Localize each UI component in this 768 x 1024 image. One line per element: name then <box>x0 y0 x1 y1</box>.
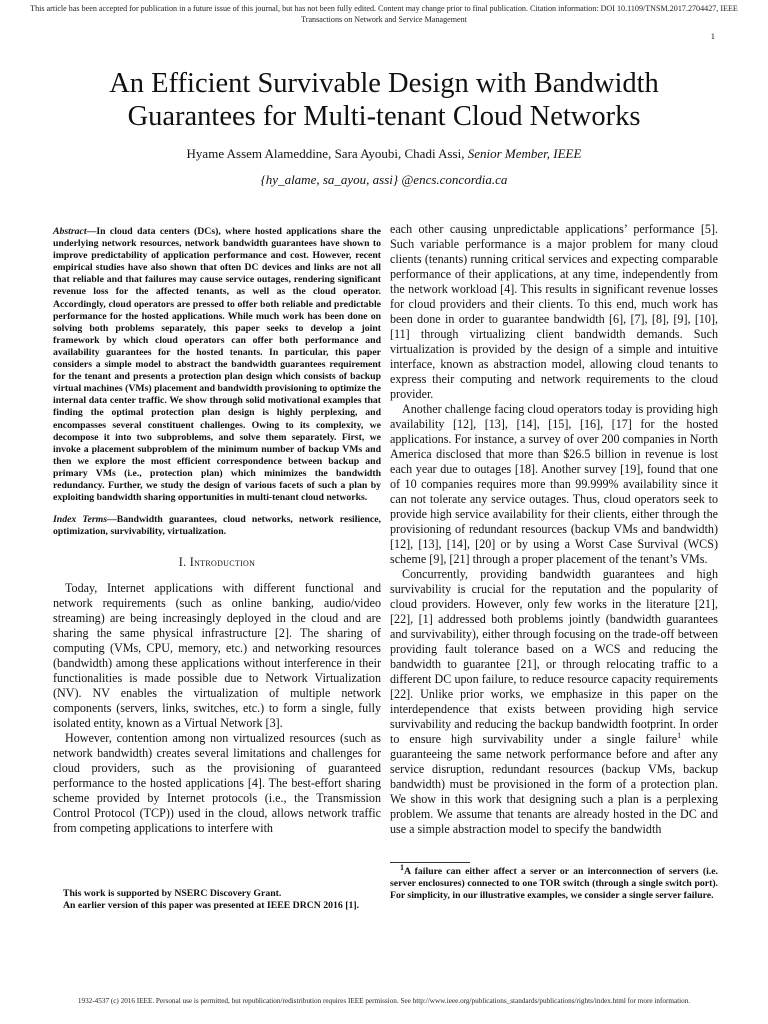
paragraph-5-part-2: while guaranteeing the same network performance before and after any service disruption, redundant resources (backup VMs, backup bandwidth) must be provisioned in the form of a protection plan. We show in this work that designing such a plan is a perplexing problem. We assume that tenants are already hosted in the DC and use a simple abstraction model to specify the bandwidth <box>390 732 718 836</box>
author-names: Hyame Assem Alameddine, Sara Ayoubi, Chadi Assi, <box>186 146 465 161</box>
intro-paragraph-3: each other causing unpredictable applications’ performance [5]. Such variable performance is a major problem for many cloud clients (tenants) running critical services and expecting comparable performance of their applications, at any time, independently from the network workload [4]. This results in significant revenue losses for cloud providers and their clients. To this end, much work has been done in order to guarantee bandwidth [6], [7], [8], [9], [10], [11] through virtualizing client bandwidth demands. Such virtualization is provided by the design of a simple and intuitive interface, known as abstraction model, allowing cloud tenants to express their computing and network requirements to the cloud provider. <box>390 222 718 401</box>
index-terms-text: —Bandwidth guarantees, cloud networks, network resilience, optimization, survivability, virtualization. <box>53 514 381 538</box>
banner-line-1: This article has been accepted for publication in a future issue of this journal, but has not been fully edited. Content may change prior to final publication. Citation information: DOI 10.1109/TNSM.2017.2704427, IEEE <box>30 4 738 13</box>
intro-paragraph-4: Another challenge facing cloud operators today is providing high availability [12], [13], [14], [15], [16], [17] for the hosted applications. For instance, a survey of over 200 companies in North America disclosed that more than $26.5 billion in revenue is lost each year due to outages [18]. Another survey [19], found that one of 10 companies requires more than 99.999% availability since it can not tolerate any service outages. Thus, cloud operators seek to provide high service availability for their clients, either through the provisioning of redundant resources (backup VMs and bandwidth) [12], [13], [14], [20] or by using a Worst Case Survival (WCS) scheme [9], [21] through a proper placement of the tenant’s VMs. <box>390 402 718 566</box>
section-heading-introduction <box>53 555 381 570</box>
abstract-label: Abstract <box>53 226 87 237</box>
copyright-footer: 1932-4537 (c) 2016 IEEE. Personal use is permitted, but republication/redistribution requires IEEE permission. See http://www.ieee.org/publications_standards/publications/rights/index.html for more information. <box>77 997 691 1005</box>
page-number: 1 <box>710 31 715 41</box>
section-title: Introduction <box>189 555 256 570</box>
banner-line-2: Transactions on Network and Service Management <box>301 15 467 24</box>
journal-banner <box>0 3 768 25</box>
author-emails <box>40 172 728 188</box>
author-list <box>40 146 728 162</box>
title-line-2: Guarantees for Multi-tenant Cloud Networks <box>127 101 641 132</box>
footnote-1-marker: 1 <box>400 862 404 872</box>
email-text: {hy_alame, sa_ayou, assi} @encs.concordia.ca <box>260 172 508 187</box>
abstract-text: —In cloud data centers (DCs), where hosted applications share the underlying network resources, network bandwidth guarantees have shown to improve predictability of application performance and cost. However, recent empirical studies have also shown that often DC devices and links are not all that reliable and that failures may cause service outages, rendering significant revenue loss for the affected tenants, as well as the cloud operator. Accordingly, cloud operators are pressed to offer both reliable and predictable performance for the hosted applications. While much work has been done on solving both problems separately, this paper seeks to develop a joint framework by which cloud operators can offer both performance and availability guarantees for the hosted tenants. In particular, this paper considers a simple model to abstract the bandwidth guarantees requirement for the tenant and presents a protection plan design which consists of backup virtual machines (VMs) placement and bandwidth provisioning to optimize the internal data center traffic. We show through solid motivational examples that finding the optimal protection plan design is highly perplexing, and encompasses several constituent challenges. Owing to its complexity, we decompose it into two subproblems, and solve them separately. First, we invoke a placement subproblem of the minimum number of backup VMs and then we explore the most efficient correspondence between backup and primary VMs (i.e., protection plan) which minimizes the bandwidth redundancy. Further, we study the design of various facets of such a plan by exploiting bandwidth sharing opportunities in multi-tenant cloud networks. <box>53 226 381 504</box>
earlier-version-note: An earlier version of this paper was presented at IEEE DRCN 2016 [1]. <box>63 900 360 912</box>
intro-paragraph-5 <box>390 567 718 837</box>
author-title: Senior Member, IEEE <box>467 146 582 161</box>
paragraph-5-part-1: Concurrently, providing bandwidth guarantees and high survivability is crucial for the reputation and the popularity of cloud providers. However, only few works in the literature [21], [22], [1] addressed both problems jointly (bandwidth guarantees and survivability), either through focusing on the trade-off between providing fault tolerance based on a WCS and reducing the bandwidth to guarantee [21], or through relocating traffic to a different DC upon failure, to reduce resource capacity requirements [22]. Unlike prior works, we emphasize in this paper on the interdependence that exists between providing high service survivability and reducing the backup bandwidth footprint. In order to ensure high survivability under a single failure <box>390 567 718 746</box>
footnote-1-text: A failure can either affect a server or an interconnection of servers (i.e. server enclosures) connected to one TOR switch (through a single switch port). For simplicity, in our illustrative examples, we consider a single server failure. <box>390 866 718 902</box>
title-line-1: An Efficient Survivable Design with Bandwidth <box>109 68 659 99</box>
section-number: I. <box>178 555 187 570</box>
abstract <box>53 226 381 504</box>
intro-paragraph-2: However, contention among non virtualized resources (such as network bandwidth) creates several limitations and challenges for cloud providers, such as the provisioning of guaranteed performance to the hosted applications [4]. The best-effort sharing scheme provided by Internet protocols (i.e., the Transmission Control Protocol (TCP)) used in the cloud, allows network traffic from competing applications to interfere with <box>53 731 381 836</box>
index-terms-label: Index Terms <box>53 514 107 526</box>
paper-title <box>40 67 728 133</box>
right-column <box>390 222 718 837</box>
intro-paragraph-1: Today, Internet applications with different functional and network requirements (such as online banking, audio/video streaming) are being increasingly deployed in the cloud and are sharing the same physical infrastructure [2]. The sharing of computing (VMs, CPU, memory, etc.) and networking resources (bandwidth) among these applications without interference in their functionalities is made possible due to Network Virtualization (NV). NV enables the virtualization of multiple network components (servers, links, switches, etc.) to form a single, fully isolated entity, known as a Virtual Network [3]. <box>53 581 381 731</box>
index-terms <box>53 514 381 538</box>
left-footnotes <box>53 888 381 912</box>
footnote-1 <box>390 862 718 902</box>
funding-note: This work is supported by NSERC Discovery Grant. <box>63 888 282 899</box>
footnote-marker: 1 <box>677 730 682 740</box>
left-column <box>53 226 381 836</box>
